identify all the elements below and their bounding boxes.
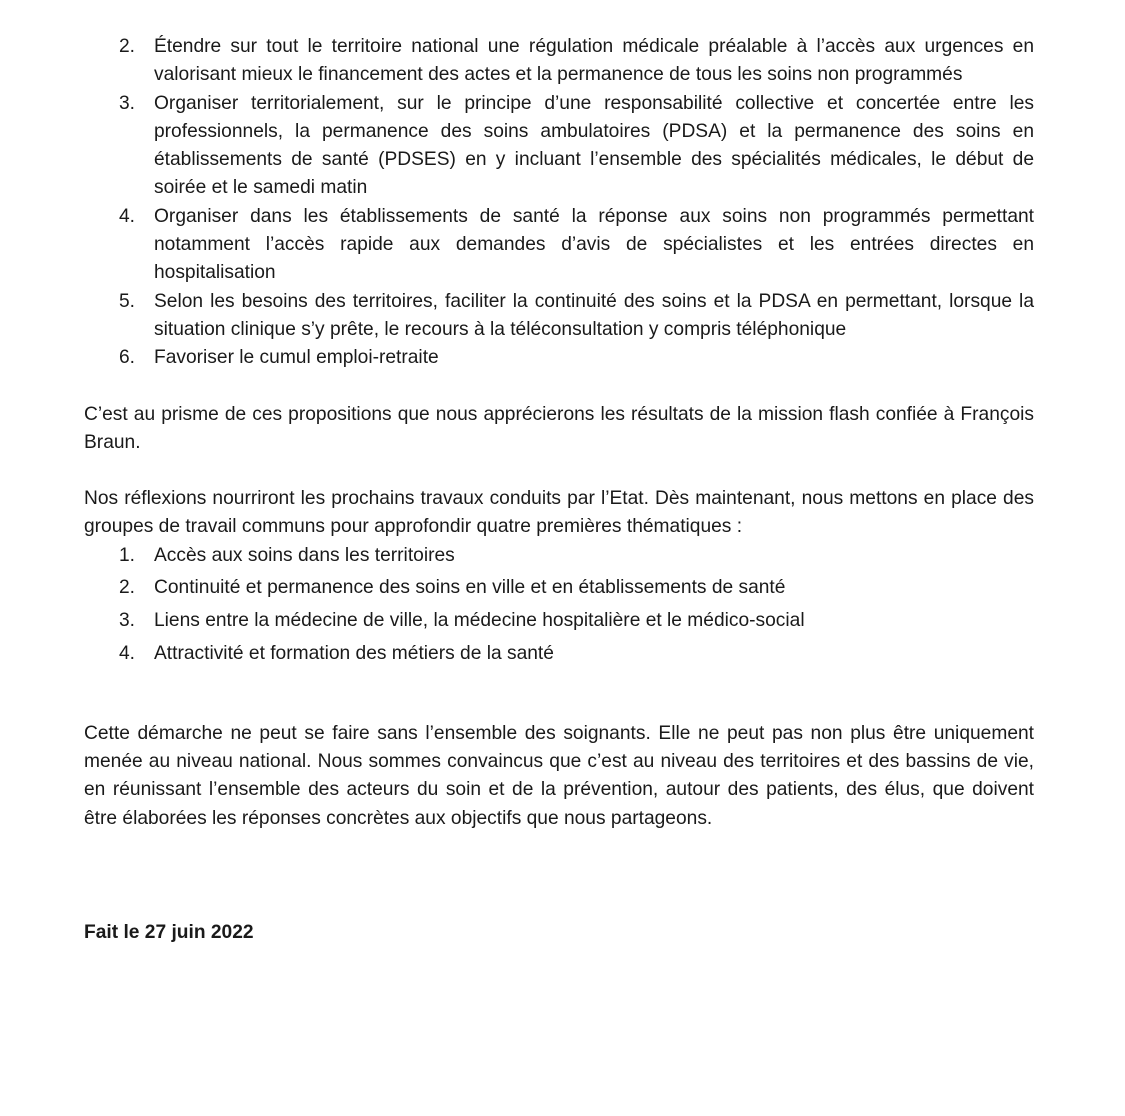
- list-item-text: Favoriser le cumul emploi-retraite: [154, 347, 439, 369]
- list-item-text: Attractivité et formation des métiers de la santé: [154, 642, 554, 664]
- list-item: [84, 90, 1034, 203]
- list-item: [84, 574, 1034, 602]
- list-item-text: Accès aux soins dans les territoires: [154, 544, 455, 566]
- list-item-number: 6.: [119, 347, 136, 369]
- list-item-text: Continuité et permanence des soins en ville et en établissements de santé: [154, 577, 786, 599]
- list-item: [84, 33, 1034, 90]
- list-item-text: Selon les besoins des territoires, faciliter la continuité des soins et la PDSA en permettant, lorsque la situation clinique s’y prête, le recours à la téléconsultation y compris téléphonique: [154, 290, 1034, 340]
- list-item-text: Organiser dans les établissements de santé la réponse aux soins non programmés permettant notamment l’accès rapide aux demandes d’avis de spécialistes et les entrées directes en hospitalisation: [154, 205, 1034, 284]
- list-item-number: 4.: [119, 205, 136, 227]
- list-item-text: Liens entre la médecine de ville, la médecine hospitalière et le médico-social: [154, 609, 805, 631]
- list-item-text: Étendre sur tout le territoire national une régulation médicale préalable à l’accès aux urgences en valorisant mieux le financement des actes et la permanence de tous les soins non programmés: [154, 36, 1034, 86]
- paragraph-conclusion: Cette démarche ne peut se faire sans l’ensemble des soignants. Elle ne peut pas non plus être uniquement menée au niveau national. Nous sommes convaincus que c’est au niveau des territoires et des bassins de vie, en réunissant l’ensemble des acteurs du soin et de la prévention, autour des patients, des élus, que doivent être élaborées les réponses concrètes aux objectifs que nous partageons.: [84, 722, 1034, 829]
- list-item: [84, 542, 1034, 570]
- signature-date: Fait le 27 juin 2022: [84, 922, 254, 944]
- paragraph-working-groups: Nos réflexions nourriront les prochains travaux conduits par l’Etat. Dès maintenant, nous mettons en place des groupes de travail communs pour approfondir quatre premières thématiques :: [84, 488, 1034, 538]
- document-page: [84, 33, 1034, 947]
- list-item-number: 4.: [119, 642, 136, 664]
- list-item-number: 3.: [119, 92, 136, 114]
- list-item: [84, 344, 1034, 372]
- list-item-number: 5.: [119, 290, 136, 312]
- list-item: [84, 640, 1034, 668]
- paragraph-mission-flash: C’est au prisme de ces propositions que nous apprécierons les résultats de la mission flash confiée à François Braun.: [84, 403, 1034, 453]
- list-item: [84, 203, 1034, 288]
- list-item-number: 2.: [119, 577, 136, 599]
- themes-list: [84, 542, 1034, 668]
- list-item: [84, 288, 1034, 345]
- list-item-number: 1.: [119, 544, 136, 566]
- list-item-number: 2.: [119, 36, 136, 57]
- list-item: [84, 607, 1034, 635]
- list-item-number: 3.: [119, 609, 136, 631]
- proposals-list: [84, 33, 1034, 373]
- list-item-text: Organiser territorialement, sur le principe d’une responsabilité collective et concertée entre les professionnels, la permanence des soins ambulatoires (PDSA) et la permanence des soins en établissements de santé (PDSES) en y incluant l’ensemble des spécialités médicales, le début de soirée et le samedi matin: [154, 92, 1034, 199]
